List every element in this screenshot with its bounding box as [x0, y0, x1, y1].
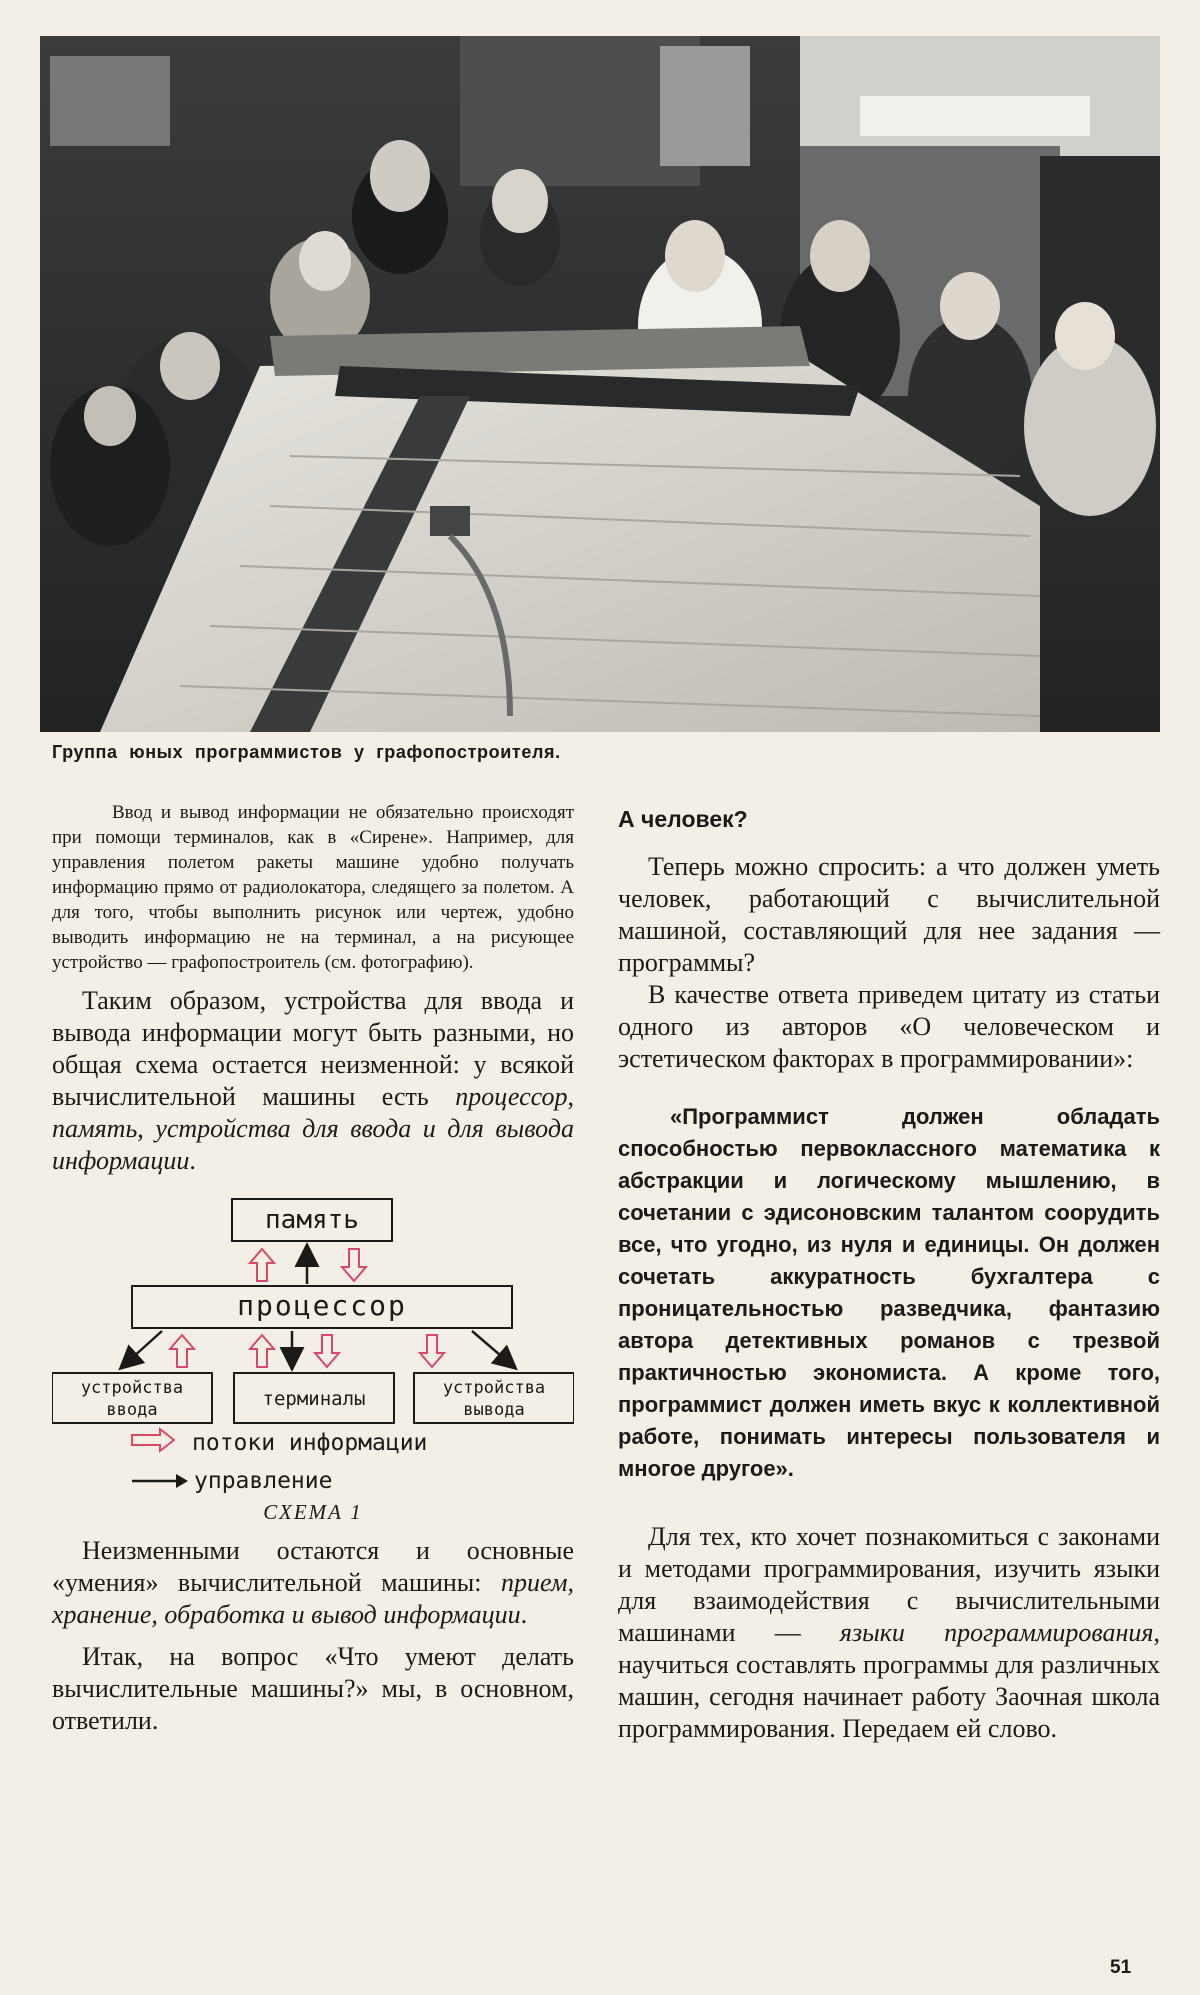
right-column [618, 800, 1160, 1745]
legend-flows-label: потоки информации [192, 1430, 428, 1456]
skills-list: прием, хранение, обработка и вывод информации [52, 1568, 574, 1629]
input-devices-label-1: устройства [80, 1378, 184, 1398]
flow-arrow-terminals-up [250, 1335, 274, 1367]
paragraph-io-devices: Ввод и вывод информации не обязательно происходят при помощи терминалов, как в «Сирене». Например, для управления полетом ракеты машине удобно получать информацию прямо от радиолокатора, следящего за полетом. А для того, чтобы выполнить рисунок или чертеж, удобно выводить информацию не на терминал, а на рисующее устройство — графопостроитель (см. фотографию). [52, 802, 574, 973]
output-devices-label-2: вывода [463, 1400, 525, 1420]
text-span: Таким образом, устройства для ввода и вывода информации могут быть разными, но общая схема остается неизменной: у всякой вычислительной машины есть [52, 986, 574, 1111]
term-io-devices: устройства для ввода и для вывода информации [52, 1114, 574, 1175]
legend-control-arrow [132, 1471, 190, 1491]
programmer-quote: «Программист должен обладать способностью первоклассного математика к абстракции и логическому мышлению, в сочетании с эдисоновским талантом соорудить все, что угодно, из нуля и единицы. Он должен сочетать аккуратность бухгалтера с проницательностью разведчика, фантазию автора детективных романов с трезвой практичностью экономиста. А кроме того, программист должен иметь вкус к коллективной работе, понимать интересы пользователя и многое другое». [618, 1104, 1160, 1481]
output-devices-label-1: устройства [442, 1378, 546, 1398]
flow-arrow-input-up [170, 1335, 194, 1367]
scheme-caption: СХЕМА 1 [263, 1500, 363, 1524]
control-arrow-output [472, 1331, 514, 1367]
paragraph-general-scheme [52, 985, 574, 1177]
text-span: Для тех, кто хочет познакомиться с законами и методами программирования, изучить языки для взаимодействия с вычислительными машинами — [618, 1522, 1160, 1647]
photo-image [40, 36, 1160, 732]
terminals-label: терминалы [262, 1388, 366, 1410]
legend-flow-arrow [132, 1429, 174, 1451]
processor-label: процессор [237, 1289, 407, 1322]
text-span: . [189, 1146, 196, 1175]
term-programming-languages: языки программирования [839, 1618, 1154, 1647]
photo-plotter-group [40, 36, 1160, 732]
flow-arrow-proc-to-mem [250, 1249, 274, 1281]
term-processor: процессор [455, 1082, 568, 1111]
legend-control-row [132, 1468, 574, 1494]
text-span: . [520, 1600, 528, 1629]
flow-arrow-mem-to-proc [342, 1249, 366, 1281]
control-arrow-input [122, 1331, 162, 1367]
scheme-diagram [52, 1191, 574, 1494]
photo-caption: Группа юных программистов у графопостроителя. [52, 742, 561, 762]
term-memory: память [52, 1114, 138, 1143]
paragraph-conclusion: Итак, на вопрос «Что умеют делать вычислительные машины?» мы, в основном, ответили. [52, 1642, 574, 1735]
paragraph-school [618, 1521, 1160, 1745]
separator: , [567, 1082, 574, 1111]
paragraph-question: Теперь можно спросить: а что должен уметь человек, работающий с вычислительной машиной, составляющий для нее задания — программы? [618, 852, 1160, 977]
text-span: Неизменными остаются и основные «умения» вычислительной машины: [52, 1536, 574, 1597]
scheme-svg [52, 1191, 574, 1461]
flow-arrow-terminals-down [315, 1335, 339, 1367]
section-heading: А человек? [618, 806, 748, 832]
legend-control-label: управление [194, 1468, 333, 1494]
memory-label: память [265, 1205, 359, 1235]
flow-arrow-output-down [420, 1335, 444, 1367]
left-column [52, 800, 574, 1737]
text-span: , научиться составлять программы для различных машин, сегодня начинает работу Заочная школа программирования. Передаем ей слово. [618, 1618, 1160, 1743]
page-number: 51 [1110, 1957, 1132, 1978]
input-devices-label-2: ввода [106, 1400, 158, 1420]
paragraph-skills [52, 1535, 574, 1631]
paragraph-quote-intro: В качестве ответа приведем цитату из статьи одного из авторов «О человеческом и эстетическом факторах в программировании»: [618, 980, 1160, 1073]
separator: , [137, 1114, 156, 1143]
